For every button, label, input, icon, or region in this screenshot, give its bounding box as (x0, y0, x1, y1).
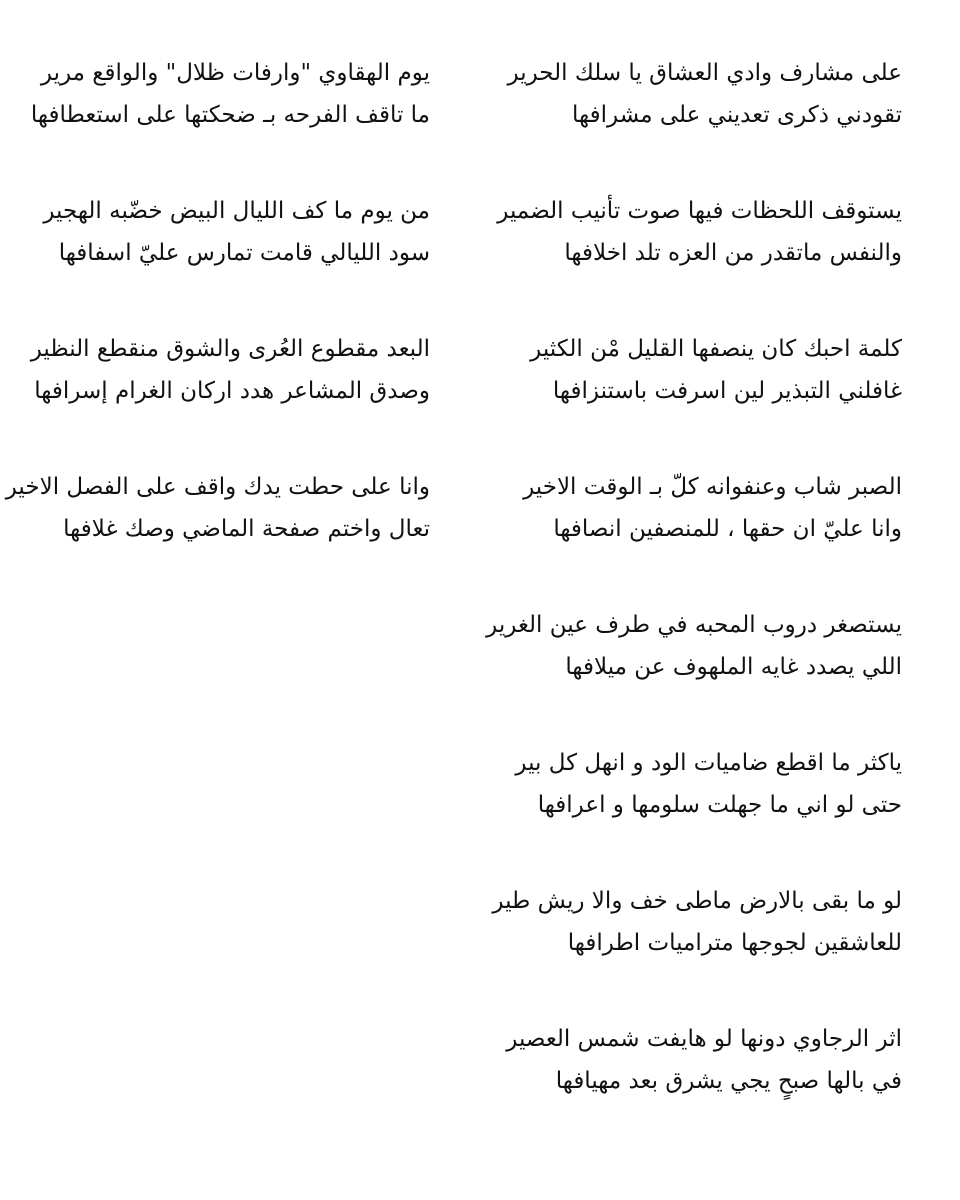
verse-line: وانا عليّ ان حقها ، للمنصفين انصافها (553, 516, 902, 542)
verse-line: يوم الهقاوي "وارفات ظلال" والواقع مرير (40, 60, 430, 86)
stanza (5, 466, 430, 604)
verse-line: حتى لو اني ما جهلت سلومها و اعرافها (537, 792, 902, 818)
stanza (502, 742, 902, 880)
verse-line: والنفس ماتقدر من العزه تلد اخلافها (564, 240, 902, 266)
verse-line: ياكثر ما اقطع ضاميات الود و انهل كل بير (515, 750, 902, 776)
verse-line: تقودني ذكرى تعديني على مشرافها (572, 102, 902, 128)
verse-line: لو ما بقى بالارض ماطى خف والا ريش طير (492, 888, 902, 914)
verse-line: غافلني التبذير لين اسرفت باستنزافها (552, 378, 902, 404)
verse-line: من يوم ما كف الليال البيض خضّبه الهجير (43, 198, 430, 224)
verse-line: للعاشقين لجوجها متراميات اطرافها (567, 930, 902, 956)
verse-line: على مشارف وادي العشاق يا سلك الحرير (507, 60, 902, 86)
verse-line: البعد مقطوع العُرى والشوق منقطع النظير (30, 336, 430, 362)
stanza (20, 190, 430, 328)
verse-line: وصدق المشاعر هدد اركان الغرام إسرافها (34, 378, 430, 404)
verse-line: اللي يصدد غايه الملهوف عن ميلافها (565, 654, 902, 680)
stanza (497, 190, 902, 328)
poem-column-left (5, 52, 430, 604)
stanza (20, 328, 430, 466)
poem-column-right (486, 52, 902, 1156)
verse-line: يستصغر دروب المحبه في طرف عين الغرير (486, 612, 902, 638)
stanza (502, 328, 902, 466)
stanza (492, 880, 902, 1018)
stanza (502, 1018, 902, 1156)
stanza (486, 604, 902, 742)
stanza (20, 52, 430, 190)
verse-line: يستوقف اللحظات فيها صوت تأنيب الضمير (497, 198, 902, 224)
verse-line: سود الليالي قامت تمارس عليّ اسفافها (58, 240, 430, 266)
stanza (502, 466, 902, 604)
verse-line: في بالها صبحٍ يجي يشرق بعد مهيافها (555, 1068, 902, 1094)
verse-line: الصبر شاب وعنفوانه كلّ بـ الوقت الاخير (523, 474, 902, 500)
stanza (502, 52, 902, 190)
verse-line: كلمة احبك كان ينصفها القليل مْن الكثير (530, 336, 902, 362)
verse-line: اثر الرجاوي دونها لو هايفت شمس العصير (506, 1026, 902, 1052)
verse-line: تعال واختم صفحة الماضي وصك غلافها (63, 516, 430, 542)
verse-line: وانا على حطت يدك واقف على الفصل الاخير (5, 474, 430, 500)
verse-line: ما تاقف الفرحه بـ ضحكتها على استعطافها (30, 102, 430, 128)
